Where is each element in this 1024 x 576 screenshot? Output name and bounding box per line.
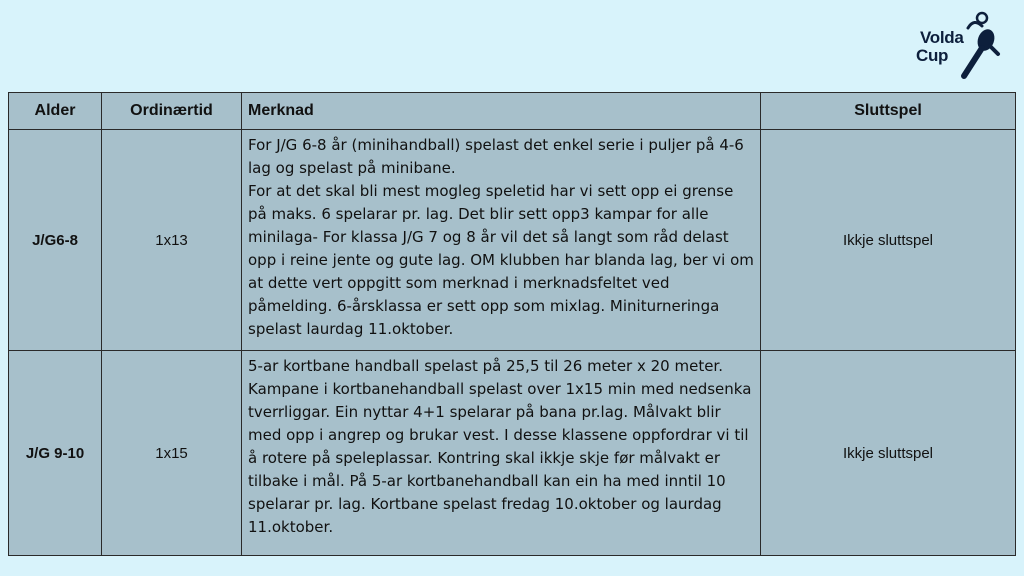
table-header-row (9, 93, 1016, 130)
sluttspel-cell: Ikkje sluttspel (761, 130, 1016, 351)
alder-cell: J/G6-8 (9, 130, 102, 351)
merknad-cell: For J/G 6-8 år (minihandball) spelast det enkel serie i puljer på 4-6 lag og spelast på minibane. For at det skal bli mest mogleg speletid har vi sett opp ei grense på maks. 6 spelarar pr. lag. Det blir sett opp3 kampar for alle minilaga- For klassa J/G 7 og 8 år vil det så langt som råd delast opp i reine jente og gute lag. OM klubben har blanda lag, ber vi om at dette vert oppgitt som merknad i merknadsfeltet ved påmelding. 6-årsklassa er sett opp som mixlag. Miniturneringa spelast laurdag 11.oktober. (242, 130, 761, 351)
header-alder: Alder (9, 93, 102, 130)
table-row (9, 130, 1016, 351)
merknad-cell: 5-ar kortbane handball spelast på 25,5 til 26 meter x 20 meter. Kampane i kortbanehandball spelast over 1x15 min med nedsenka tverrliggar. Ein nyttar 4+1 spelarar på bana pr.lag. Målvakt blir med opp i angrep og brukar vest. I desse klassene oppfordrar vi til å rotere på speleplassar. Kontring skal ikkje skje før målvakt er tilbake i mål. På 5-ar kortbanehandball kan ein ha med inntil 10 spelarar pr. lag. Kortbane spelast fredag 10.oktober og laurdag 11.oktober. (242, 351, 761, 556)
volda-cup-logo (912, 10, 1004, 86)
header-sluttspel: Sluttspel (761, 93, 1016, 130)
tid-cell: 1x15 (102, 351, 242, 556)
table-row (9, 351, 1016, 556)
header-merknad: Merknad (242, 93, 761, 130)
alder-cell: J/G 9-10 (9, 351, 102, 556)
logo-text-cup: Cup (916, 46, 949, 65)
sluttspel-cell: Ikkje sluttspel (761, 351, 1016, 556)
logo-text-volda: Volda (920, 28, 964, 47)
header-ordinaertid: Ordinærtid (102, 93, 242, 130)
class-rules-table (8, 92, 1016, 556)
tid-cell: 1x13 (102, 130, 242, 351)
